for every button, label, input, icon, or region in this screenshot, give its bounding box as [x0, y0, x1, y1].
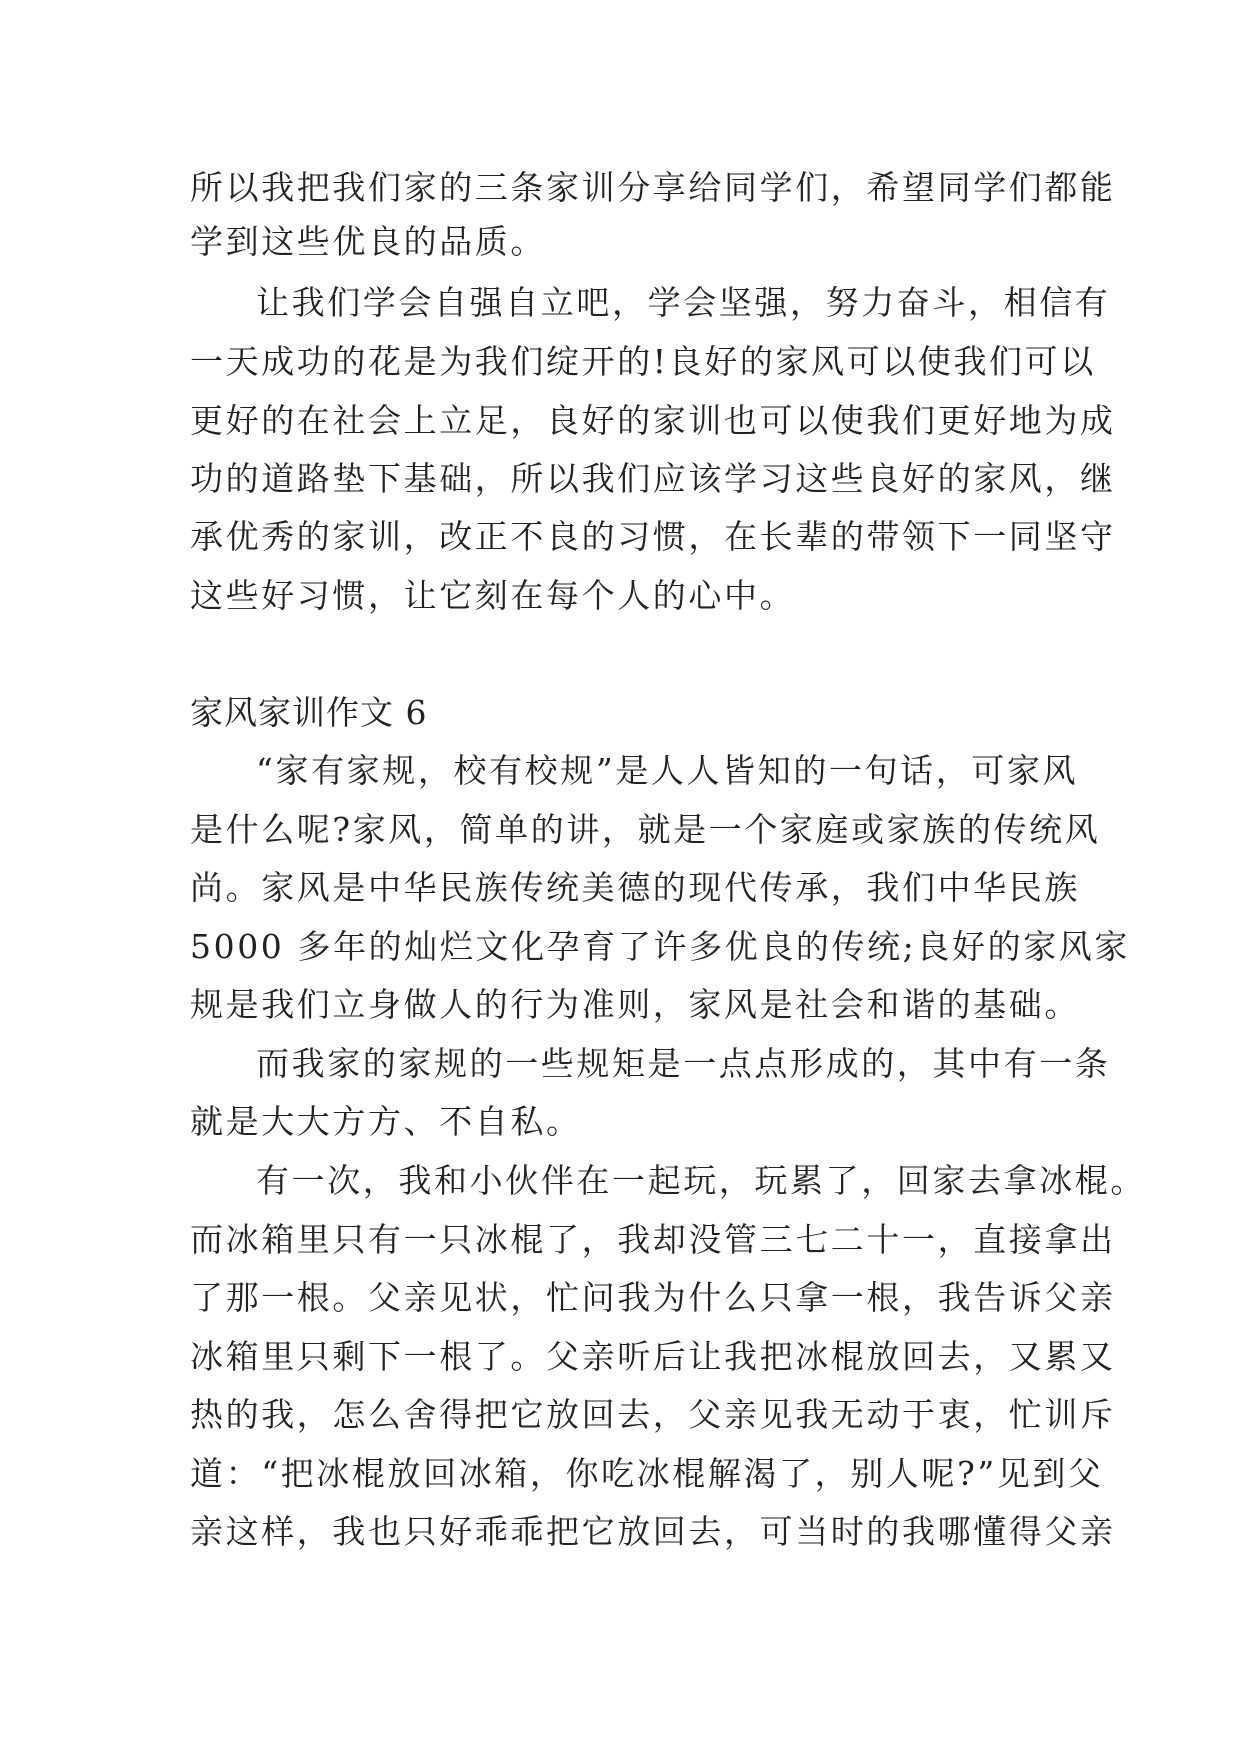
- section-heading: 家风家训作文 6: [190, 693, 428, 732]
- text-line: 了那一根。父亲见状，忙问我为什么只拿一根，我告诉父亲: [190, 1278, 1116, 1317]
- text-line: 是什么呢?家风，简单的讲，就是一个家庭或家族的传统风: [190, 810, 1101, 849]
- text-line: 这些好习惯，让它刻在每个人的心中。: [190, 576, 796, 615]
- text-line: 有一次，我和小伙伴在一起玩，玩累了，回家去拿冰棍。: [256, 1161, 1146, 1200]
- text-line: 所以我把我们家的三条家训分享给同学们，希望同学们都能: [190, 168, 1116, 207]
- text-line: 道：“把冰棍放回冰箱，你吃冰棍解渴了，别人呢?”见到父: [190, 1454, 1104, 1493]
- text-line: 冰箱里只剩下一根了。父亲听后让我把冰棍放回去，又累又: [190, 1337, 1116, 1376]
- text-line: “家有家规，校有校规”是人人皆知的一句话，可家风: [256, 751, 1079, 790]
- text-line: 更好的在社会上立足，良好的家训也可以使我们更好地为成: [190, 401, 1116, 440]
- text-line: 而冰箱里只有一只冰棍了，我却没管三七二十一，直接拿出: [190, 1220, 1116, 1259]
- text-line: 规是我们立身做人的行为准则，家风是社会和谐的基础。: [190, 985, 1080, 1024]
- text-line: 亲这样，我也只好乖乖把它放回去，可当时的我哪懂得父亲: [190, 1512, 1116, 1551]
- text-line: 尚。家风是中华民族传统美德的现代传承，我们中华民族: [190, 868, 1080, 907]
- text-line: 就是大大方方、不自私。: [190, 1102, 582, 1141]
- text-line: 学到这些优良的品质。: [190, 222, 546, 261]
- text-line: 热的我，怎么舍得把它放回去，父亲见我无动于衷，忙训斥: [190, 1395, 1116, 1434]
- text-line: 功的道路垫下基础，所以我们应该学习这些良好的家风，继: [190, 459, 1116, 498]
- text-line: 而我家的家规的一些规矩是一点点形成的，其中有一条: [256, 1044, 1111, 1083]
- text-line: 一天成功的花是为我们绽开的!良好的家风可以使我们可以: [190, 342, 1096, 381]
- text-line: 让我们学会自强自立吧，学会坚强，努力奋斗，相信有: [256, 283, 1111, 322]
- text-line: 5000 多年的灿烂文化孕育了许多优良的传统;良好的家风家: [190, 927, 1130, 966]
- text-line: 承优秀的家训，改正不良的习惯，在长辈的带领下一同坚守: [190, 517, 1116, 556]
